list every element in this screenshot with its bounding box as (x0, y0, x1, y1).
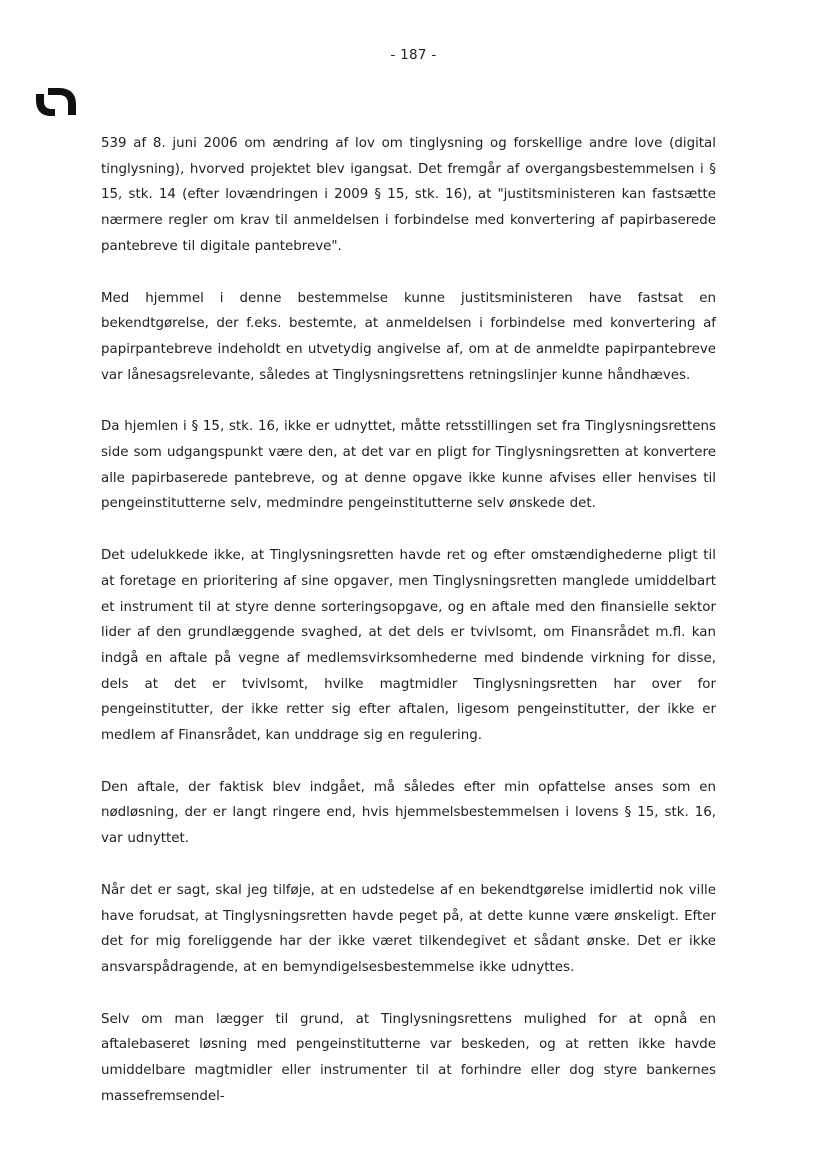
publisher-logo-icon (34, 84, 78, 118)
paragraph: Da hjemlen i § 15, stk. 16, ikke er udnyttet, måtte retsstillingen set fra Tinglysningsrettens side som udgangspunkt være den, at det var en pligt for Tinglysningsretten at konvertere alle papirbaserede pantebreve, og at denne opgave ikke kunne afvises eller henvises til pengeinstitutterne selv, medmindre pengeinstitutterne selv ønskede det. (101, 419, 716, 512)
document-body (101, 131, 716, 1136)
page-number: - 187 - (390, 47, 437, 63)
paragraph: Det udelukkede ikke, at Tinglysningsretten havde ret og efter omstændighederne pligt til at foretage en prioritering af sine opgaver, men Tinglysningsretten manglede umiddelbart et instrument til at styre denne sorteringsopgave, og en aftale med den finansielle sektor lider af den grundlæggende svaghed, at det dels er tvivlsomt, om Finansrådet m.fl. kan indgå en aftale på vegne af medlemsvirksomhederne med bindende virkning for disse, dels at det er tvivlsomt, hvilke magtmidler Tinglysningsretten har over for pengeinstitutter, der ikke retter sig efter aftalen, ligesom pengeinstitutter, der ikke er medlem af Finansrådet, kan unddrage sig en regulering. (101, 548, 716, 744)
paragraph: Den aftale, der faktisk blev indgået, må således efter min opfattelse anses som en nødløsning, der er langt ringere end, hvis hjemmelsbestemmelsen i lovens § 15, stk. 16, var udnyttet. (101, 779, 716, 847)
paragraph: Når det er sagt, skal jeg tilføje, at en udstedelse af en bekendtgørelse imidlertid nok ville have forudsat, at Tinglysningsretten havde peget på, at dette kunne være ønskeligt. Efter det for mig foreliggende har der ikke været tilkendegivet et sådant ønske. Det er ikke ansvarspådragende, at en bemyndigelsesbestemmelse ikke udnyttes. (101, 882, 716, 975)
paragraph: Med hjemmel i denne bestemmelse kunne justitsministeren have fastsat en bekendtgørelse, der f.eks. bestemte, at anmeldelsen i forbindelse med konvertering af papirpantebreve indeholdt en utvetydig angivelse af, om at de anmeldte papirpantebreve var lånesagsrelevante, således at Tinglysningsrettens retningslinjer kunne håndhæves. (101, 290, 716, 383)
paragraph: 539 af 8. juni 2006 om ændring af lov om tinglysning og forskellige andre love (digital tinglysning), hvorved projektet blev igangsat. Det fremgår af overgangsbestemmelsen i § 15, stk. 14 (efter lovændringen i 2009 § 15, stk. 16), at "justitsministeren kan fastsætte nærmere regler om krav til anmeldelsen i forbindelse med konvertering af papirbaserede pantebreve til digitale pantebreve". (101, 136, 716, 254)
paragraph: Selv om man lægger til grund, at Tinglysningsrettens mulighed for at opnå en aftalebaseret løsning med pengeinstitutterne var beskeden, og at retten ikke havde umiddelbare magtmidler eller instrumenter til at forhindre eller dog styre bankernes massefremsendel- (101, 1011, 716, 1104)
